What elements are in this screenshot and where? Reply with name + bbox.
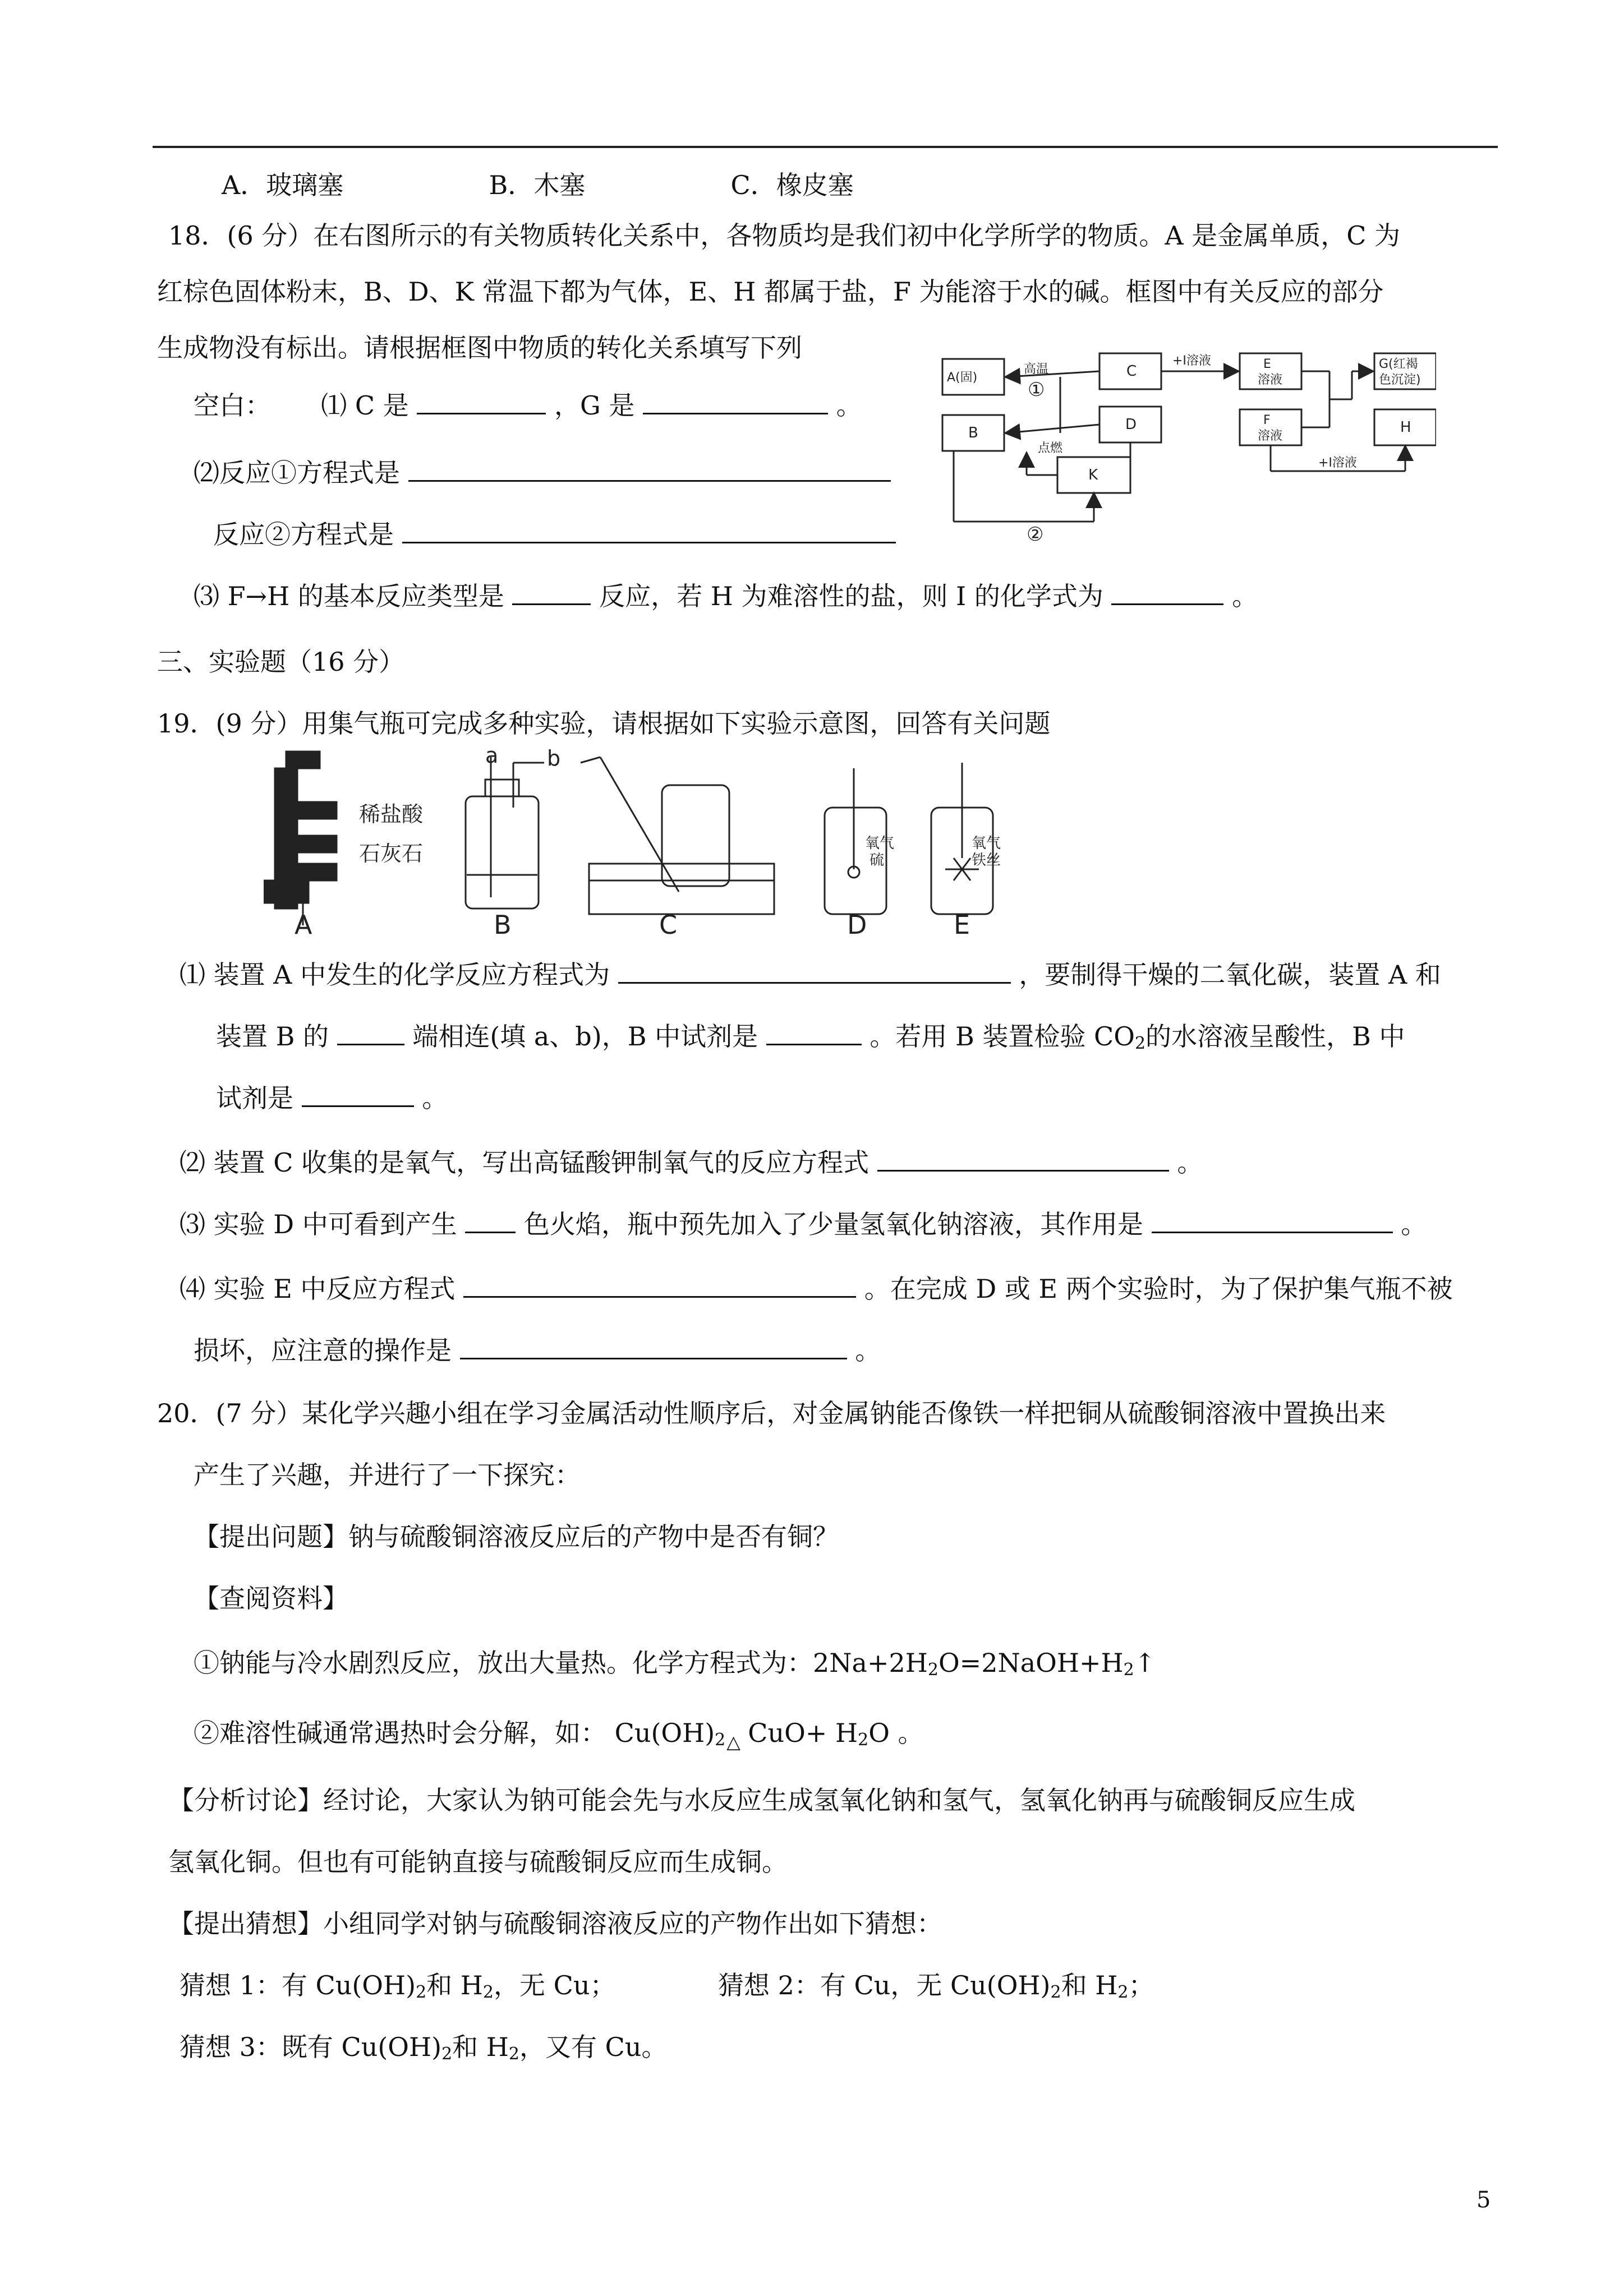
label-e: E [1263, 357, 1271, 371]
q19-reagent-blank[interactable] [766, 1018, 862, 1045]
option-a: A．玻璃塞 [222, 170, 344, 200]
label-g: G(红褐 [1379, 357, 1418, 371]
label-g-precipitate: 色沉淀) [1379, 373, 1421, 387]
q20-reference-1: ①钠能与冷水剧烈反应，放出大量热。化学方程式为：$2Na+2H_2O=2NaOH+H_2↑$ [194, 1648, 1156, 1680]
label-fig-a: A [295, 910, 312, 937]
q18-line7: ⑶ F→H 的基本反应类型是 反应，若 H 为难溶性的盐，则 I 的化学式为 。 [194, 578, 1258, 613]
reaction2-blank[interactable] [402, 516, 896, 543]
q20-reference-2: ②难溶性碱通常遇热时会分解，如： $Cu(OH)_2$ △ $CuO+ H_2O$ 。 [194, 1718, 924, 1753]
i-formula-blank[interactable] [1111, 578, 1223, 605]
q19-p1: ⑴ 装置 A 中发生的化学反应方程式为 ，要制得干燥的二氧化碳，装置 A 和 [180, 956, 1441, 992]
q20-reference-title: 【查阅资料】 [194, 1583, 348, 1613]
label-dilute-hcl: 稀盐酸 [359, 802, 424, 827]
label-d: D [1125, 416, 1137, 433]
q20-line2: 产生了兴趣，并进行了一下探究： [194, 1460, 581, 1490]
hypothesis-3: 猜想 3：既有 $Cu(OH)_2$和 $H_2$，又有 Cu。 [180, 2032, 668, 2064]
label-plus-i-top: +I溶液 [1172, 354, 1211, 368]
label-oxygen-e: 氧气 [972, 835, 1001, 852]
label-limestone: 石灰石 [359, 841, 424, 866]
q19-apparatus-figure [264, 746, 1021, 937]
options-line [222, 168, 854, 202]
label-fig-e: E [954, 910, 970, 937]
transformation-diagram [931, 342, 1436, 544]
q19-title: 19．(9 分）用集气瓶可完成多种实验，请根据如下实验示意图，回答有关问题 [157, 708, 1051, 739]
page-number: 5 [1476, 2187, 1491, 2213]
q18-line2: 红棕色固体粉末，B、D、K 常温下都为气体，E、H 都属于盐，F 为能溶于水的碱。框图中有关反应的部分 [157, 276, 1384, 307]
q19-p4: ⑵ 装置 C 收集的是氧气，写出高锰酸钾制氧气的反应方程式 。 [180, 1144, 1203, 1179]
option-b: B．木塞 [489, 170, 586, 200]
label-e-solution: 溶液 [1258, 373, 1283, 387]
q20-discussion-2: 氢氧化铜。但也有可能钠直接与硫酸铜反应而生成铜。 [168, 1847, 788, 1877]
label-circle-1: ① [1028, 379, 1045, 401]
c-answer-blank[interactable] [417, 387, 546, 414]
label-iron-wire: 铁丝 [972, 852, 1001, 869]
q18-line4: 空白： ⑴ C 是 ，G 是 。 [194, 387, 862, 422]
q20-hypothesis-title: 【提出猜想】小组同学对钠与硫酸铜溶液反应的产物作出如下猜想： [168, 1908, 942, 1939]
q19-port-blank[interactable] [337, 1018, 404, 1045]
q20-discussion-1: 【分析讨论】经讨论，大家认为钠可能会先与水反应生成氢氧化钠和氢气，氢氧化钠再与硫酸铜反应生成 [168, 1785, 1355, 1815]
label-port-a: a [485, 746, 499, 768]
label-port-b: b [547, 746, 561, 771]
q18-line5: ⑵反应①方程式是 [194, 454, 891, 490]
q18-line6: 反应②方程式是 [213, 516, 896, 551]
label-fig-b: B [494, 910, 512, 937]
label-c: C [1126, 363, 1137, 380]
q19-flame-color-blank[interactable] [465, 1206, 516, 1233]
reaction1-blank[interactable] [408, 454, 891, 482]
hypothesis-2: 猜想 2：有 Cu，无 $Cu(OH)_2$和 $H_2$； [718, 1970, 1154, 2002]
label-oxygen-d: 氧气 [865, 835, 895, 852]
q19-indicator-blank[interactable] [302, 1080, 414, 1107]
label-plus-i-bottom: +I溶液 [1318, 456, 1357, 470]
label-h: H [1400, 419, 1411, 436]
section-3-title: 三、实验题（16 分） [157, 647, 405, 677]
q19-naoh-purpose-blank[interactable] [1152, 1206, 1393, 1233]
g-answer-blank[interactable] [643, 387, 828, 414]
q19-equation-a-blank[interactable] [618, 956, 1011, 984]
label-fig-c: C [659, 910, 678, 937]
label-f: F [1263, 413, 1271, 427]
label-high-temp: 高温 [1024, 362, 1049, 376]
label-circle-2: ② [1027, 523, 1044, 544]
q19-iron-equation-blank[interactable] [463, 1270, 856, 1298]
q18-line1: 18．(6 分）在右图所示的有关物质转化关系中，各物质均是我们初中化学所学的物质。A 是金属单质，C 为 [168, 220, 1401, 251]
header-rule [153, 146, 1498, 148]
q19-p3: 试剂是 。 [216, 1080, 448, 1115]
q18-line3: 生成物没有标出。请根据框图中物质的转化关系填写下列 [157, 333, 802, 363]
label-k: K [1088, 467, 1098, 483]
q19-kmno4-blank[interactable] [877, 1144, 1169, 1172]
reaction-type-blank[interactable] [512, 578, 591, 605]
q20-question: 【提出问题】钠与硫酸铜溶液反应后的产物中是否有铜？ [194, 1522, 839, 1552]
q19-p5: ⑶ 实验 D 中可看到产生 色火焰，瓶中预先加入了少量氢氧化钠溶液，其作用是 。 [180, 1206, 1427, 1241]
hypothesis-1: 猜想 1：有 $Cu(OH)_2$和 $H_2$，无 Cu； [180, 1970, 616, 2002]
label-ignite: 点燃 [1038, 441, 1063, 455]
q20-line1: 20．(7 分）某化学兴趣小组在学习金属活动性顺序后，对金属钠能否像铁一样把铜从硫酸铜溶液中置换出来 [157, 1398, 1386, 1428]
label-fig-d: D [847, 910, 867, 937]
q19-p2: 装置 B 的 端相连(填 a、b)，B 中试剂是 。若用 B 装置检验 $CO_2$的水溶液呈酸性，B 中 [216, 1018, 1405, 1061]
label-f-solution: 溶液 [1258, 429, 1283, 443]
label-a: A(固) [947, 371, 978, 385]
label-b: B [968, 425, 978, 441]
q19-operation-blank[interactable] [460, 1332, 847, 1359]
q19-p6: ⑷ 实验 E 中反应方程式 。在完成 D 或 E 两个实验时，为了保护集气瓶不被 [180, 1270, 1453, 1306]
q19-p7: 损坏，应注意的操作是 。 [194, 1332, 881, 1367]
label-sulfur: 硫 [869, 852, 885, 869]
option-c: C．橡皮塞 [730, 170, 854, 200]
